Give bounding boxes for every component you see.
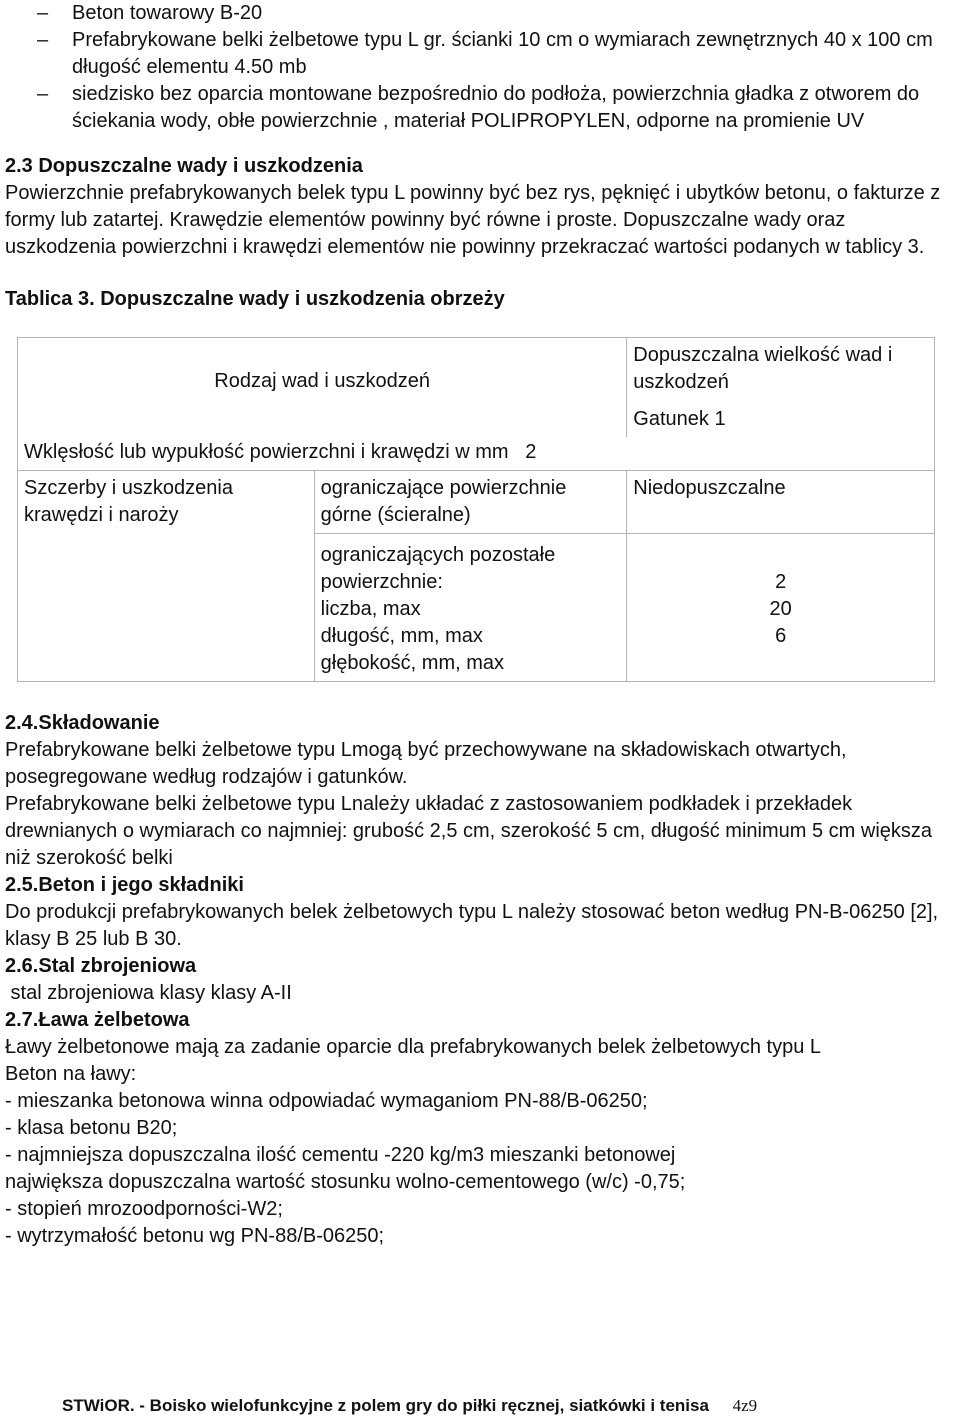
value-length: 20 <box>769 598 792 620</box>
header-allowed-size <box>627 338 935 438</box>
list-item-text: siedzisko bez oparcia montowane bezpośrednio do podłoża, powierzchnia gładka z otworem do ściekania wody, obłe powierzchnie , materiał POLIPROPYLEN, odporne na promienie UV <box>72 83 920 132</box>
row-other-surfaces-values <box>627 534 935 682</box>
defects-table <box>17 337 935 682</box>
list-item <box>5 81 960 135</box>
list-item-text: Beton towarowy B-20 <box>72 2 263 24</box>
table-row <box>18 471 935 534</box>
row-other-surfaces-line: liczba, max <box>320 598 421 620</box>
row-concavity-value: 2 <box>525 441 537 463</box>
header-defect-type: Rodzaj wad i uszkodzeń <box>18 338 627 438</box>
table-row <box>18 338 935 438</box>
section-2-7-line: - wytrzymałość betonu wg PN-88/B-06250; <box>5 1225 385 1247</box>
row-concavity <box>18 437 935 471</box>
section-2-6-heading: 2.6.Stal zbrojeniowa <box>5 955 197 977</box>
footer-text: STWiOR. - Boisko wielofunkcyjne z polem gry do piłki ręcznej, siatkówki i tenisa <box>62 1396 709 1415</box>
page-number: 4z9 <box>732 1396 758 1415</box>
section-2-7-line: - mieszanka betonowa winna odpowiadać wymaganiom PN-88/B-06250; <box>5 1090 648 1112</box>
value-count: 2 <box>775 571 787 593</box>
table-row <box>18 437 935 471</box>
dash-marker: – <box>37 2 49 24</box>
section-2-7-heading: 2.7.Ława żelbetowa <box>5 1009 190 1031</box>
list-item <box>5 27 960 81</box>
row-chips-group: Szczerby i uszkodzenia krawędzi i naroży <box>18 471 315 682</box>
row-other-surfaces-line: ograniczających pozostałe powierzchnie: <box>320 544 556 593</box>
row-concavity-label: Wklęsłość lub wypukłość powierzchni i krawędzi w mm <box>24 441 509 463</box>
table-3-title: Tablica 3. Dopuszczalne wady i uszkodzenia obrzeży <box>5 288 505 310</box>
section-2-5-heading: 2.5.Beton i jego składniki <box>5 874 244 896</box>
section-2-7-line: - stopień mrozoodporności-W2; <box>5 1198 283 1220</box>
row-top-surfaces-label: ograniczające powierzchnie górne (ścieralne) <box>314 471 627 534</box>
section-2-4-paragraph: Prefabrykowane belki żelbetowe typu Lmogą być przechowywane na składowiskach otwartych, posegregowane według rodzajów i gatunków. <box>5 739 847 788</box>
row-other-surfaces-line: długość, mm, max <box>320 625 483 647</box>
section-2-5-paragraph: Do produkcji prefabrykowanych belek żelbetowych typu L należy stosować beton według PN-B-06250 [2], klasy B 25 lub B 30. <box>5 901 939 950</box>
section-2-6-paragraph: stal zbrojeniowa klasy klasy A-II <box>5 982 292 1004</box>
row-other-surfaces-label <box>314 534 627 682</box>
section-2-7-line: - najmniejsza dopuszczalna ilość cementu -220 kg/m3 mieszanki betonowej <box>5 1144 676 1166</box>
section-2-3-heading: 2.3 Dopuszczalne wady i uszkodzenia <box>5 155 363 177</box>
row-top-surfaces-value: Niedopuszczalne <box>627 471 935 534</box>
dash-marker: – <box>37 83 49 105</box>
page-footer <box>62 1395 757 1417</box>
list-item-text: Prefabrykowane belki żelbetowe typu L gr. ścianki 10 cm o wymiarach zewnętrznych 40 x 100 cm długość elementu 4.50 mb <box>72 29 933 78</box>
dash-marker: – <box>37 29 49 51</box>
section-2-7-line: największa dopuszczalna wartość stosunku wolno-cementowego (w/c) -0,75; <box>5 1171 686 1193</box>
section-2-7-line: Ławy żelbetonowe mają za zadanie oparcie dla prefabrykowanych belek żelbetowych typu L <box>5 1036 822 1058</box>
value-depth: 6 <box>775 625 787 647</box>
section-2-7-line: Beton na ławy: <box>5 1063 137 1085</box>
row-other-surfaces-line: głębokość, mm, max <box>320 652 505 674</box>
section-2-4-heading: 2.4.Składowanie <box>5 712 160 734</box>
list-item <box>5 0 960 27</box>
section-2-4-paragraph: Prefabrykowane belki żelbetowe typu Lnależy układać z zastosowaniem podkładek i przekładek drewnianych o wymiarach co najmniej: grubość 2,5 cm, szerokość 5 cm, długość minimum 5 cm większa niż szerokość belki <box>5 793 933 869</box>
header-allowed-size-text: Dopuszczalna wielkość wad i uszkodzeń <box>633 344 893 393</box>
header-grade: Gatunek 1 <box>633 408 726 430</box>
section-2-3-paragraph: Powierzchnie prefabrykowanych belek typu L powinny być bez rys, pęknięć i ubytków betonu, o fakturze z formy lub zatartej. Krawędzie elementów powinny być równe i proste. Dopuszczalne wady oraz uszkodzenia powierzchni i krawędzi elementów nie powinny przekraczać wartości podanych w tablicy 3. <box>5 182 941 258</box>
material-list <box>5 0 960 135</box>
section-2-7-line: - klasa betonu B20; <box>5 1117 178 1139</box>
document-page <box>5 0 960 1250</box>
